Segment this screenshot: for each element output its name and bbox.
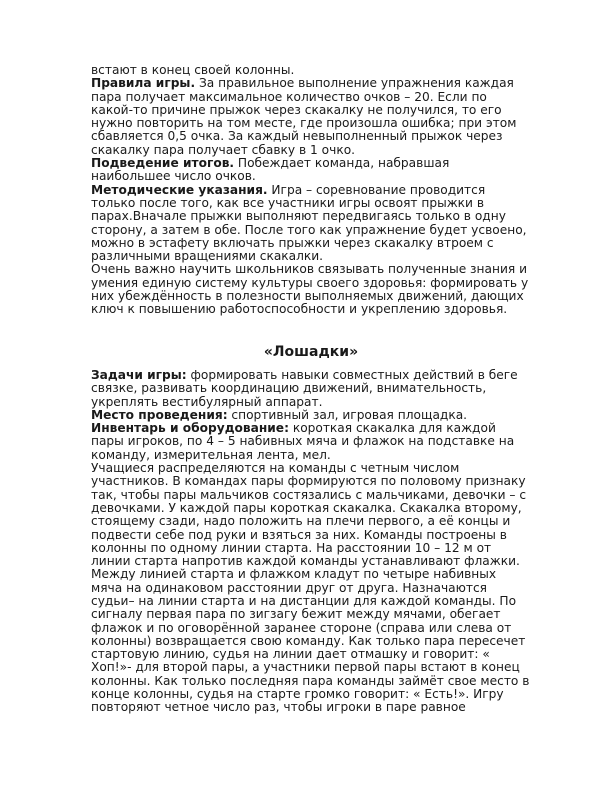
method-label: Методические указания. [91, 182, 268, 197]
inventory-label: Инвентарь и оборудование: [91, 421, 289, 436]
inventory-text: короткая скакалка для каждой пары игроков, по 4 – 5 набивных мяча и флажок на подставке на команду, измерительная лента, мел. [91, 421, 515, 462]
rules-label: Правила игры. [91, 76, 196, 91]
paragraph-rules [91, 77, 531, 157]
method-text: Игра – соревнование проводится только после того, как все участники игры освоят прыжки в парах.Вначале прыжки выполняют передвигаясь только в одну сторону, а затем в обе. После того как упражнение будет усвоено, можно в эстафету включать прыжки через скакалку втроем с различными вращениями скакалки. [91, 182, 527, 264]
paragraph-tasks [91, 369, 531, 409]
results-label: Подведение итогов. [91, 156, 235, 171]
paragraph-place [91, 409, 531, 422]
place-label: Место проведения: [91, 407, 228, 422]
paragraph-closing: Очень важно научить школьников связывать полученные знания и умения единую систему культуры своего здоровья: формировать у них убеждённость в полезности выполняемых движений, дающих ключ к повышению работоспособности и укреплению здоровья. [91, 262, 529, 317]
section-title: «Лошадки» [263, 343, 359, 360]
rules-text: За правильное выполнение упражнения каждая пара получает максимальное количество очков – 20. Если по какой-то причине прыжок через скакалку не получился, то его нужно повторить на том месте, где произошла ошибка; при этом сбавляется 0,5 очка. За каждый невыполненный прыжок через скакалку пара получает сбавку в 1 очко. [91, 76, 517, 157]
tasks-text: формировать навыки совместных действий в беге связке, развивать координацию движений, внимательность, укреплять вестибулярный аппарат. [91, 367, 518, 409]
results-text: Побеждает команда, набравшая наибольшее число очков. [91, 156, 450, 184]
paragraph-method [91, 184, 531, 264]
paragraph-results [91, 157, 531, 184]
document-page [91, 64, 531, 715]
paragraph-body: Учащиеся распределяются на команды с четным числом участников. В командах пары формируются по половому признаку так, чтобы пары мальчиков состязались с мальчиками, девочки – с девочками. У каждой пары короткая скакалка. Скакалка второму, стоящему сзади, надо положить на плечи первого, а её концы и подвести себе под руки и взяться за них. Команды построены в колонны по одному линии старта. На расстоянии 10 – 12 м от линии старта напротив каждой команды устанавливают флажки. Между линией старта и флажком кладут по четыре набивных мяча на одинаковом расстоянии друг от друга. Назначаются судьи– на линии старта и на дистанции для каждой команды. По сигналу первая пара по зигзагу бежит между мячами, обегает флажок и по оговорённой заранее стороне (справа или слева от колонны) возвращается свою команду. Как только пара пересечет стартовую линию, судья на линии дает отмашку и говорит: « Хоп!»- для второй пары, а участники первой пары встают в конец колонны. Как только последняя пара команды займёт свое место в конце колонны, судья на старте громко говорит: « Есть!». Игру повторяют четное число раз, чтобы игроки в паре равное [91, 461, 530, 715]
place-text: спортивный зал, игровая площадка. [227, 407, 468, 422]
paragraph-continuation: встают в конец своей колонны. [91, 63, 295, 77]
tasks-label: Задачи игры: [91, 367, 187, 382]
paragraph-inventory [91, 422, 531, 462]
